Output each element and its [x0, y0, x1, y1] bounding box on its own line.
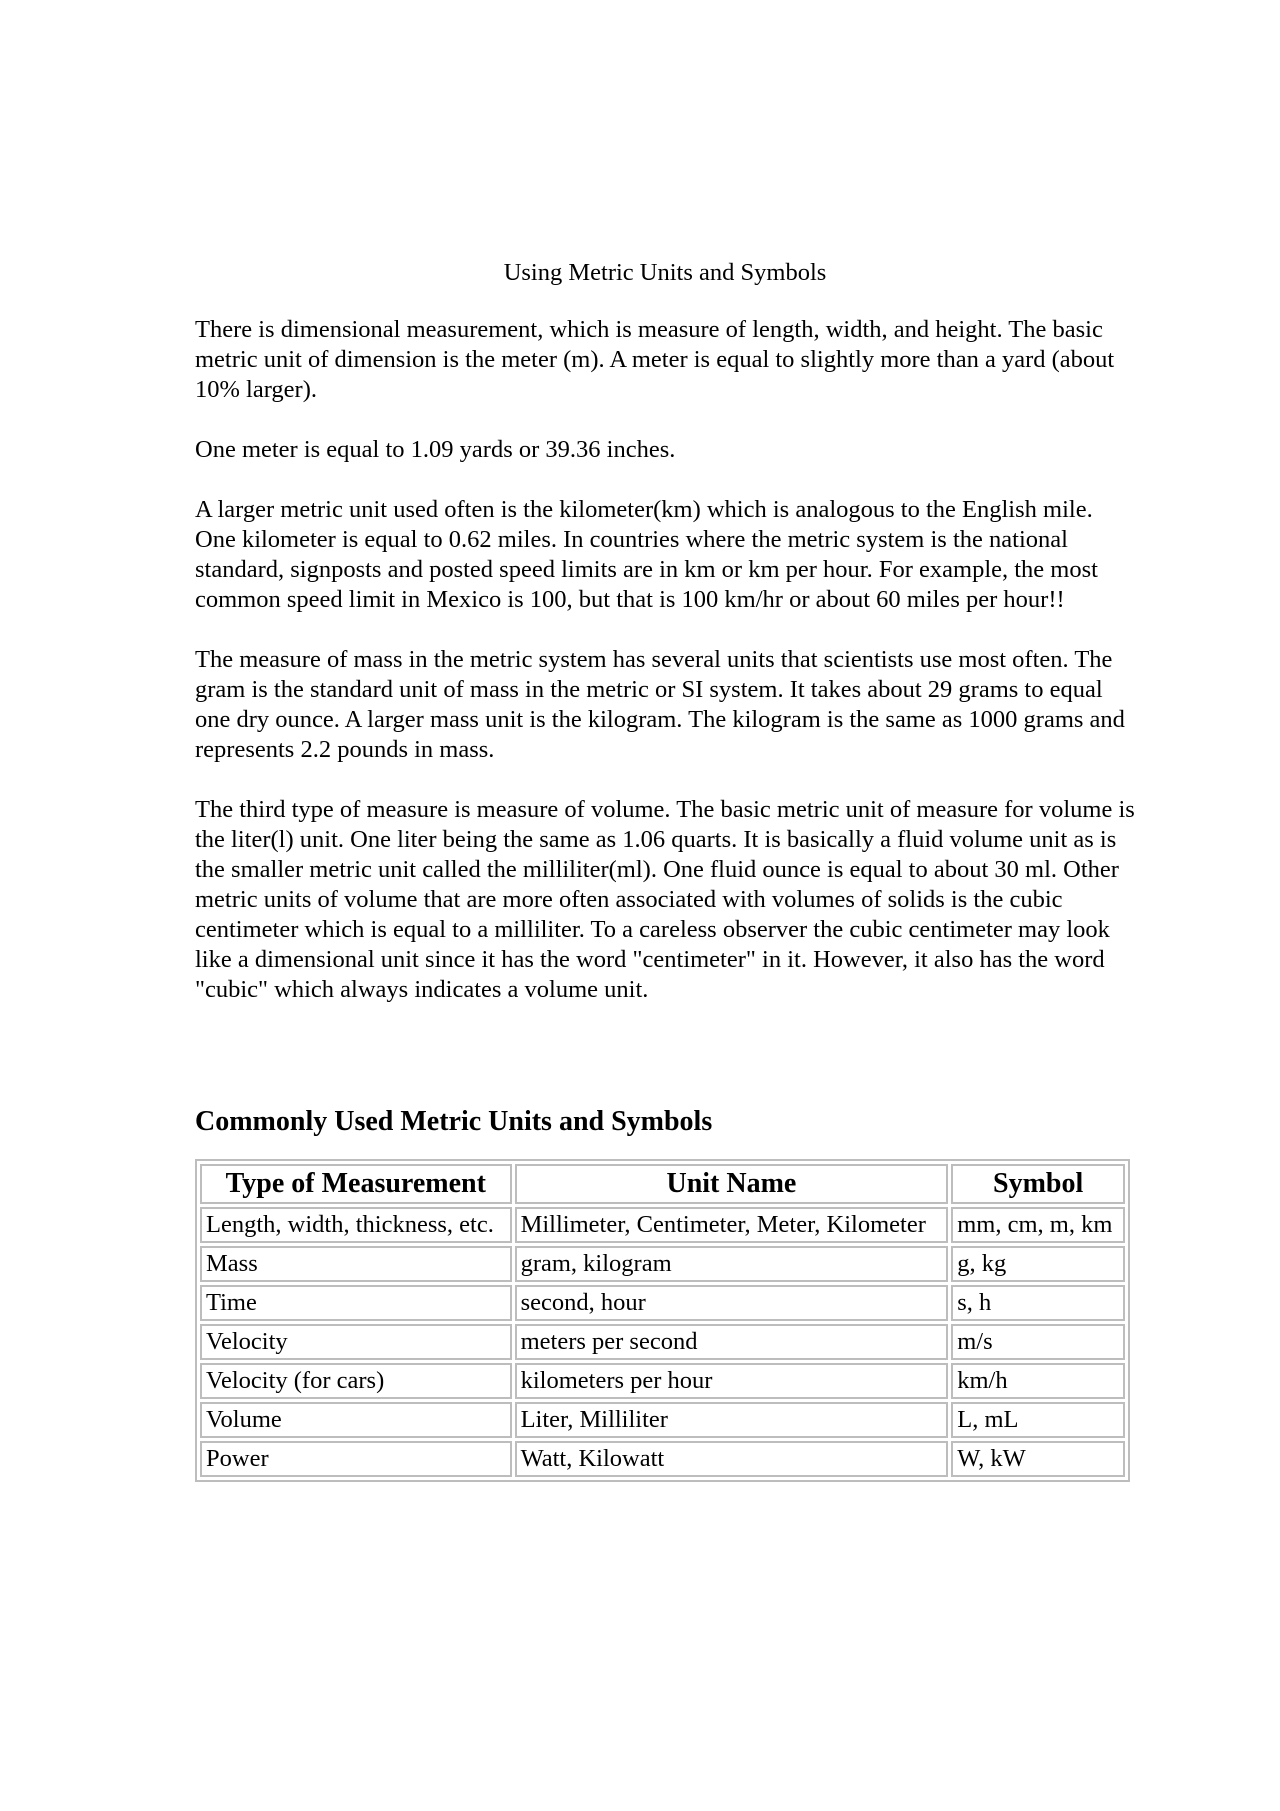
paragraph-kilometer: A larger metric unit used often is the kilometer(km) which is analogous to the English mile. One kilometer is equal to 0.62 miles. In countries where the metric system is the national standard, signposts and posted speed limits are in km or km per hour. For example, the most common speed limit in Mexico is 100, but that is 100 km/hr or about 60 miles per hour!! [195, 496, 1098, 613]
table-header-row [200, 1164, 1125, 1204]
cell-unit-name: Liter, Milliliter [515, 1402, 949, 1438]
paragraph-dimensional: There is dimensional measurement, which is measure of length, width, and height. The basic metric unit of dimension is the meter (m). A meter is equal to slightly more than a yard (about 10% larger). [195, 316, 1115, 403]
cell-symbol: W, kW [951, 1441, 1125, 1477]
cell-unit-name: gram, kilogram [515, 1246, 949, 1282]
cell-symbol: km/h [951, 1363, 1125, 1399]
header-unit-name: Unit Name [515, 1164, 949, 1204]
table-row [200, 1285, 1125, 1321]
table-row [200, 1246, 1125, 1282]
header-symbol: Symbol [951, 1164, 1125, 1204]
cell-measurement: Volume [200, 1402, 512, 1438]
cell-symbol: mm, cm, m, km [951, 1207, 1125, 1243]
cell-symbol: m/s [951, 1324, 1125, 1360]
cell-measurement: Time [200, 1285, 512, 1321]
header-type-of-measurement: Type of Measurement [200, 1164, 512, 1204]
table-row [200, 1441, 1125, 1477]
document-page [195, 258, 1135, 1482]
cell-measurement: Length, width, thickness, etc. [200, 1207, 512, 1243]
cell-measurement: Mass [200, 1246, 512, 1282]
table-row [200, 1402, 1125, 1438]
cell-measurement: Power [200, 1441, 512, 1477]
table-row [200, 1363, 1125, 1399]
paragraph-mass: The measure of mass in the metric system has several units that scientists use most often. The gram is the standard unit of mass in the metric or SI system. It takes about 29 grams to equal one dry ounce. A larger mass unit is the kilogram. The kilogram is the same as 1000 grams and represents 2.2 pounds in mass. [195, 646, 1125, 763]
metric-units-table [195, 1159, 1130, 1482]
cell-measurement: Velocity [200, 1324, 512, 1360]
cell-symbol: L, mL [951, 1402, 1125, 1438]
cell-unit-name: Watt, Kilowatt [515, 1441, 949, 1477]
cell-unit-name: second, hour [515, 1285, 949, 1321]
cell-unit-name: meters per second [515, 1324, 949, 1360]
cell-unit-name: Millimeter, Centimeter, Meter, Kilometer [515, 1207, 949, 1243]
cell-measurement: Velocity (for cars) [200, 1363, 512, 1399]
paragraph-meter-conversion: One meter is equal to 1.09 yards or 39.36 inches. [195, 436, 676, 463]
table-row [200, 1207, 1125, 1243]
table-row [200, 1324, 1125, 1360]
document-title: Using Metric Units and Symbols [503, 259, 827, 286]
table-heading: Commonly Used Metric Units and Symbols [195, 1106, 713, 1137]
cell-symbol: g, kg [951, 1246, 1125, 1282]
paragraph-volume: The third type of measure is measure of volume. The basic metric unit of measure for volume is the liter(l) unit. One liter being the same as 1.06 quarts. It is basically a fluid volume unit as is the smaller metric unit called the milliliter(ml). One fluid ounce is equal to about 30 ml. Other metric units of volume that are more often associated with volumes of solids is the cubic centimeter which is equal to a milliliter. To a careless observer the cubic centimeter may look like a dimensional unit since it has the word "centimeter" in it. However, it also has the word "cubic" which always indicates a volume unit. [195, 796, 1135, 1003]
cell-unit-name: kilometers per hour [515, 1363, 949, 1399]
cell-symbol: s, h [951, 1285, 1125, 1321]
